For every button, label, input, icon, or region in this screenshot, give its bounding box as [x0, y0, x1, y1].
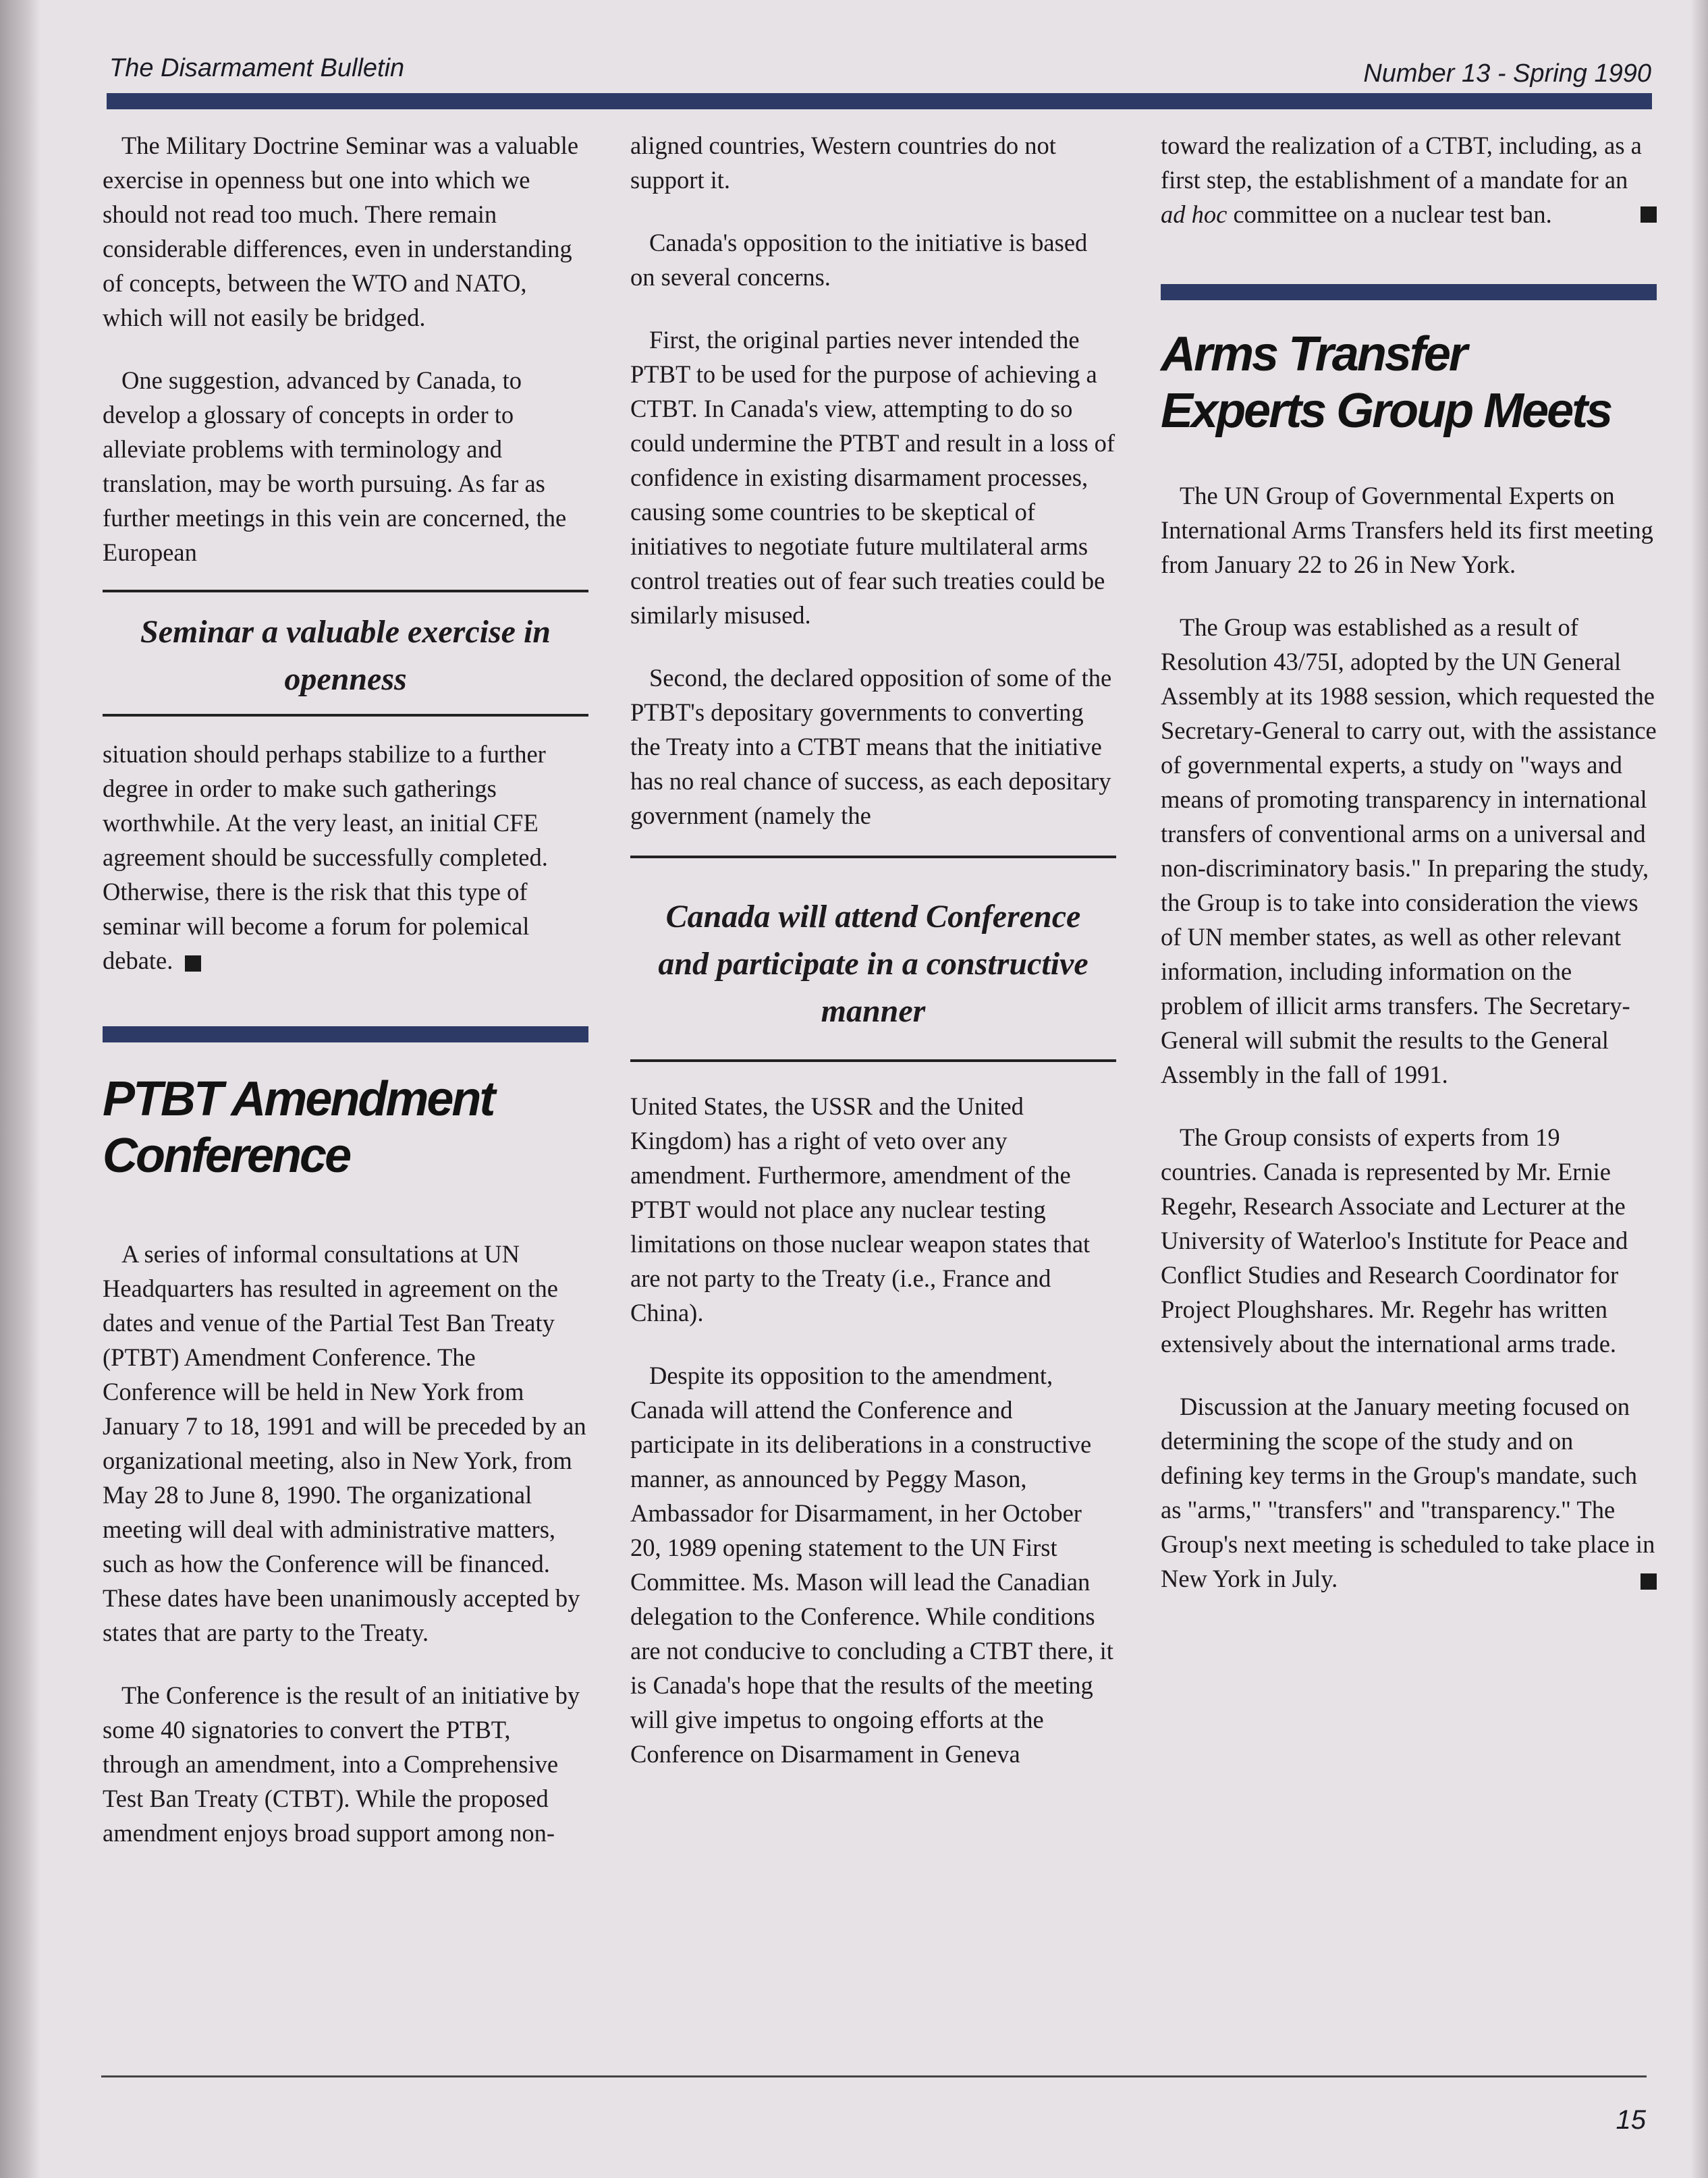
page-edge-shadow	[1690, 0, 1708, 2178]
page-gutter-shadow	[0, 0, 40, 2178]
end-mark-icon	[1641, 206, 1657, 223]
paragraph: toward the realization of a CTBT, including, as a first step, the establishment of a mandate for an ad hoc committee on a nuclear test ban.	[1161, 128, 1657, 231]
paragraph: United States, the USSR and the United Kingdom) has a right of veto over any amendment. Furthermore, amendment of the PTBT would not place any nuclear testing limitations on those nuclear weapon states that are not party to the Treaty (i.e., France and China).	[630, 1092, 1091, 1327]
paragraph: aligned countries, Western countries do not support it.	[630, 132, 1056, 194]
pull-quote-rule-bottom	[103, 714, 588, 717]
publication-title: The Disarmament Bulletin	[109, 54, 405, 82]
column-3	[1161, 128, 1657, 1596]
article-headline: PTBT Amendment Conference	[103, 1072, 494, 1183]
footer-rule	[101, 2075, 1647, 2077]
paragraph: Canada's opposition to the initiative is based on several concerns.	[630, 229, 1088, 291]
column-2	[630, 128, 1116, 1771]
section-bar	[103, 1026, 588, 1042]
issue-label: Number 13 - Spring 1990	[1363, 59, 1651, 88]
paragraph: One suggestion, advanced by Canada, to develop a glossary of concepts in order to alleviate problems with terminology and translation, may be worth pursuing. As far as further meetings in this vein are concerned, the European	[103, 366, 567, 566]
end-mark-icon	[185, 955, 201, 972]
paragraph: The Group consists of experts from 19 countries. Canada is represented by Mr. Ernie Regehr, Research Associate and Lecturer at the University of Waterloo's Institute for Peace and Conflict Studies and Research Coordinator for Project Ploughshares. Mr. Regehr has written extensively about the international arms trade.	[1161, 1123, 1628, 1358]
paragraph: Second, the declared opposition of some of the PTBT's depositary governments to converting the Treaty into a CTBT means that the initiative has no real chance of success, as each depositary government (namely the	[630, 664, 1112, 829]
paragraph: Despite its opposition to the amendment, Canada will attend the Conference and participate in its deliberations in a constructive manner, as announced by Peggy Mason, Ambassador for Disarmament, in her October 20, 1989 opening statement to the UN First Committee. Ms. Mason will lead the Canadian delegation to the Conference. While conditions are not conducive to concluding a CTBT there, it is Canada's hope that the results of the meeting will give impetus to ongoing efforts at the Conference on Disarmament in Geneva	[630, 1362, 1113, 1768]
column-1	[103, 128, 588, 1850]
paragraph: The UN Group of Governmental Experts on International Arms Transfers held its first meeting from January 22 to 26 in New York.	[1161, 482, 1653, 578]
article-headline: Arms Transfer Experts Group Meets	[1161, 327, 1611, 438]
header-rule	[107, 93, 1652, 109]
paragraph: The Conference is the result of an initiative by some 40 signatories to convert the PTBT, through an amendment, into a Comprehensive Test Ban Treaty (CTBT). While the proposed amendment enjoys broad support among non-	[103, 1681, 580, 1847]
pull-quote: Canada will attend Conference and participate in a constructive manner	[658, 899, 1089, 1029]
paragraph: A series of informal consultations at UN Headquarters has resulted in agreement on the dates and venue of the Partial Test Ban Treaty (PTBT) Amendment Conference. The Conference will be held in New York from January 7 to 18, 1991 and will be preceded by an organizational meeting, also in New York, from May 28 to June 8, 1990. The organizational meeting will deal with administrative matters, such as how the Conference will be financed. These dates have been unanimously accepted by states that are party to the Treaty.	[103, 1240, 586, 1646]
section-bar	[1161, 284, 1657, 300]
paragraph: The Military Doctrine Seminar was a valuable exercise in openness but one into which we should not read too much. There remain considerable differences, even in understanding of concepts, between the WTO and NATO, which will not easily be bridged.	[103, 132, 579, 331]
page-number: 15	[1616, 2105, 1646, 2135]
paragraph: First, the original parties never intended the PTBT to be used for the purpose of achieving a CTBT. In Canada's view, attempting to do so could undermine the PTBT and result in a loss of confidence in existing disarmament processes, causing some countries to be skeptical of initiatives to negotiate future multilateral arms control treaties out of fear such treaties could be similarly misused.	[630, 326, 1115, 629]
paragraph: situation should perhaps stabilize to a further degree in order to make such gatherings worthwhile. At the very least, an initial CFE agreement should be successfully completed. Otherwise, there is the risk that this type of seminar will become a forum for polemical debate.	[103, 740, 548, 974]
pull-quote-rule-bottom	[630, 1059, 1116, 1062]
paragraph: The Group was established as a result of Resolution 43/75I, adopted by the UN General Assembly at its 1988 session, which requested the Secretary-General to carry out, with the assistance of governmental experts, a study on "ways and means of promoting transparency in international transfers of conventional arms on a universal and non-discriminatory basis." In preparing the study, the Group is to take into consideration the views of UN member states, as well as other relevant information, including information on the problem of illicit arms transfers. The Secretary-General will submit the results to the General Assembly in the fall of 1991.	[1161, 613, 1657, 1088]
pull-quote: Seminar a valuable exercise in openness	[140, 614, 551, 697]
paragraph: Discussion at the January meeting focused on determining the scope of the study and on defining key terms in the Group's mandate, such as "arms," "transfers" and "transparency." The Group's next meeting is scheduled to take place in New York in July.	[1161, 1389, 1657, 1596]
end-mark-icon	[1641, 1573, 1657, 1590]
